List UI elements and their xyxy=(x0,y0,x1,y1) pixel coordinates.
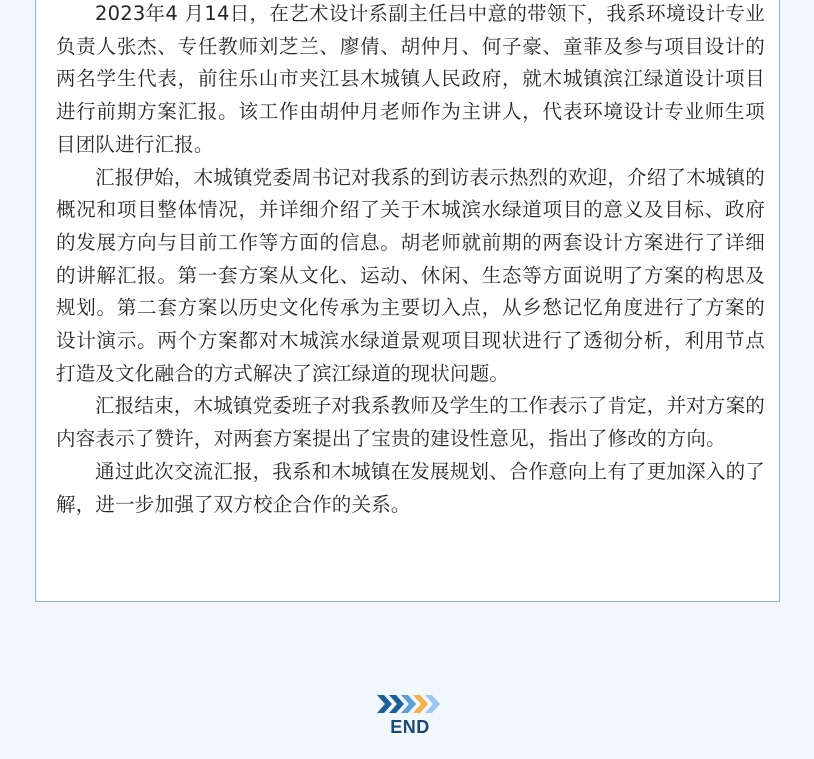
article-paragraph: 2023年4 月14日，在艺术设计系副主任吕中意的带领下，我系环境设计专业负责人张杰、专任教师刘芝兰、廖倩、胡仲月、何子豪、童菲及参与项目设计的两名学生代表，前往乐山市夹江县木城镇人民政府，就木城镇滨江绿道设计项目进行前期方案汇报。该工作由胡仲月老师作为主讲人，代表环境设计专业师生项目团队进行汇报。 xyxy=(56,2,765,156)
end-marker xyxy=(375,690,445,740)
double-chevron-arrow-icon xyxy=(377,693,441,715)
article-paragraph: 通过此次交流汇报，我系和木城镇在发展规划、合作意向上有了更加深入的了解，进一步加强了双方校企合作的关系。 xyxy=(56,459,765,516)
article-body xyxy=(56,0,765,521)
article-card xyxy=(35,0,780,602)
article-paragraph: 汇报伊始，木城镇党委周书记对我系的到访表示热烈的欢迎，介绍了木城镇的概况和项目整体情况，并详细介绍了关于木城滨水绿道项目的意义及目标、政府的发展方向与目前工作等方面的信息。胡老师就前期的两套设计方案进行了详细的讲解汇报。第一套方案从文化、运动、休闲、生态等方面说明了方案的构思及规划。第二套方案以历史文化传承为主要切入点，从乡愁记忆角度进行了方案的设计演示。两个方案都对木城滨水绿道景观项目现状进行了透彻分析，利用节点打造及文化融合的方式解决了滨江绿道的现状问题。 xyxy=(56,165,765,385)
article-paragraph: 汇报结束，木城镇党委班子对我系教师及学生的工作表示了肯定，并对方案的内容表示了赞许，对两套方案提出了宝贵的建设性意见，指出了修改的方向。 xyxy=(56,394,765,451)
end-label: END xyxy=(390,717,430,737)
